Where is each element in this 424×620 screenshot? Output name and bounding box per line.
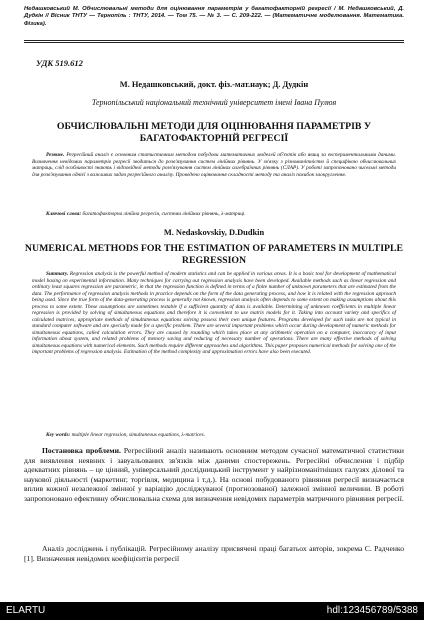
- keywords-en-lead: Key words:: [46, 432, 71, 438]
- footer-repository-name: ELARTU: [6, 605, 46, 616]
- keywords-ua: [32, 211, 396, 218]
- body-paragraph-2: Аналіз досліджень і публікацій. Регресійному аналізу присвячені праці багатьох авторів, зокрема С. Радченко [1]. Визначення невідомих коефіцієнтів регресії: [24, 544, 404, 563]
- divider-top-double: [24, 42, 404, 43]
- abstract-ua-text: Регресійний аналіз є основним статистичним методом побудови математичних моделей об'єктів або явищ за експериментальними даними. Визначення невідомих параметрів регресії зводиться до розв'язування систем лінійних рівнянь. У зв'язку з різноманітністю й специфікою обчислювальних матриць, слід особливості знають і відповідної методи розв'язування систем лінійних алгебраїчних рівнянь (СЛАР). У роботі запропоновано чисельні методи для розв'язування однієї з важливих задач регресійного аналізу. Проведено оцінювання складності методу та аналіз похибок заокруглення.: [32, 152, 396, 178]
- body-paragraph-1: [24, 446, 404, 503]
- citation: Недашковський М. Обчислювальні методи для оцінювання параметрів у багатофакторній регресії / М. Недашковський, Д. Дудкін // Вісник ТНТУ — Тернопіль : ТНТУ, 2014. — Том 75. — № 3. — С. 209-222. — (Математичне моделювання. Математика. Фізика).: [24, 6, 404, 27]
- authors-en: M. Nedaskovskiy, D.Dudkin: [163, 228, 265, 237]
- keywords-en: [32, 432, 396, 439]
- udk-code: УДК 519.612: [36, 58, 83, 68]
- abstract-en-text: Regression analysis is the powerful method of modern statistics and can be applied in various areas. It is a basic tool for development of mathematical model basing on experimental information. Many techniques for carrying out regression analysis have been developed. Available methods such as linear regression and ordinary least squares regression are parametric, in that the regression function is defined in terms of a finite number of unknown parameters that are estimated from the data. The performance of regression analysis methods in practice depends on the form of the data generating process, and how it is related with the regression approach being used. Since the true form of the data-generating process is generally not known, regression analysis often depends to some extent on making assumptions about this process to some extent. These assumptions are sometimes testable if a sufficient quantity of data is available. Determining of unknown coefficients in multiple linear regression is provided by solving of simultaneous equations and therefore it is convenient to use matrix models for it. Taking into account variety and specifics of calculated matrices, appropriate methods of simultaneous equations solving possess their own unique features. Programs developed for such tasks are not typical in standard computer software and are specially made for a specific problem. There are several important problems which occur during development of numeric methods for simultaneous equations, called calculation errors. They are caused by rounding which takes place at any arithmetic operation on a computer, inaccuracy of input information about system, and related problems of memory saving and reducing of necessary number of operations. There are many effective methods of solving simultaneous equations with numerical elements. Such methods require different approaches and algorithms. This paper proposes numerical methods for solving one of the important problems of regression analysis. Estimation of the method complexity and approximation errors have also been executed.: [32, 271, 397, 355]
- section-heading-problem: Постановка проблеми.: [42, 446, 121, 455]
- abstract-ua-lead: Резюме.: [46, 152, 65, 158]
- abstract-en: [32, 271, 396, 356]
- footer-handle[interactable]: hdl:123456789/5388: [326, 605, 418, 616]
- keywords-en-text: multiple linear regression, simultaneous equations, λ-matrices.: [71, 432, 206, 438]
- affiliation: Тернопільський національний технічний університет імені Івана Пулюя: [91, 98, 337, 107]
- title-ua: ОБЧИСЛЮВАЛЬНІ МЕТОДИ ДЛЯ ОЦІНЮВАННЯ ПАРАМЕТРІВ У БАГАТОФАКТОРНІЙ РЕГРЕСІЇ: [56, 121, 372, 144]
- body-paragraph-1-text: Регресійний аналіз називають основним методом сучасної математичної статистики для виявлення неявних і завуальованих зв'язків між даними спостережень. Регресійні обчислення і підбір адекватних рівнянь – це цінний, універсальний дослідницький інструмент у найрізноманітніших галузях ділової та наукової діяльності (маркетинг, торгівля, медицина і т.д.). На основі побудованого рівняння регресії визначається вплив кожної незалежної змінної у варіацію досліджуваної (прогнозованої) залежної змінної величини. В роботі запропоновано ефективну обчислювальна схема для визначення невідомих параметрів матричного рівняння регресії.: [24, 446, 404, 503]
- repository-footer: [0, 602, 424, 620]
- keywords-ua-lead: Ключові слова:: [46, 211, 82, 217]
- divider-top: [24, 40, 404, 41]
- title-en: NUMERICAL METHODS FOR THE ESTIMATION OF PARAMETERS IN MULTIPLE REGRESSION: [24, 243, 404, 266]
- abstract-ua: [32, 152, 396, 178]
- abstract-en-lead: Summary.: [46, 271, 69, 277]
- keywords-ua-text: багатофакторна лінійна регресія, системи лінійних рівнянь, λ-матриці.: [82, 211, 246, 217]
- authors-ua: М. Недашковський, докт. фіз.-мат.наук; Д. Дудкін: [119, 80, 309, 89]
